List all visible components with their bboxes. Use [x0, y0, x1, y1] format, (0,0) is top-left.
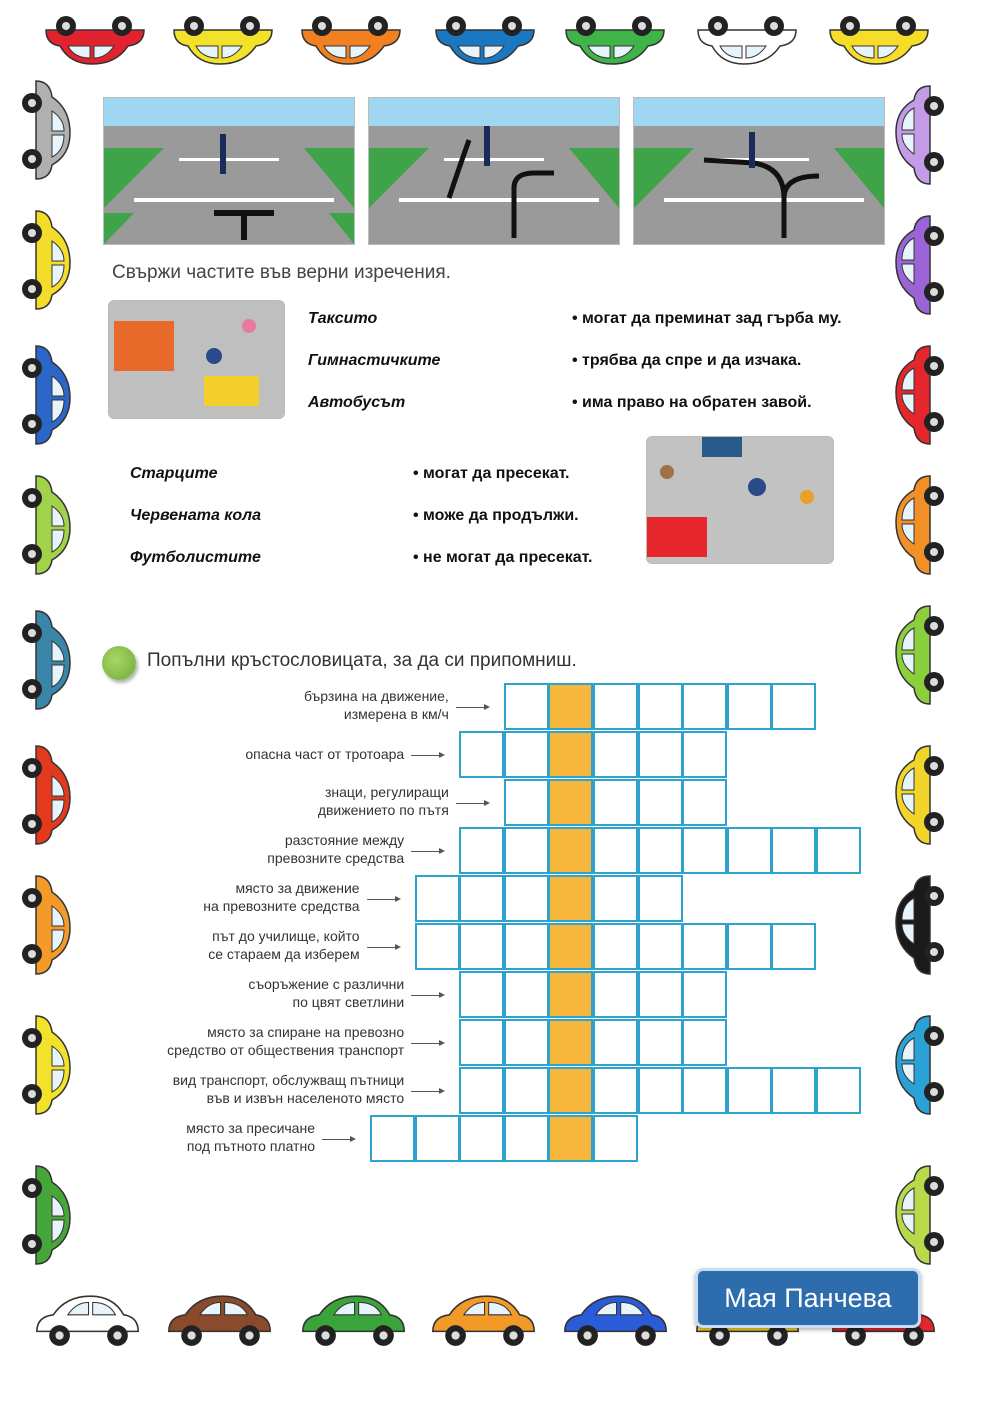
- crossword-cell[interactable]: [682, 1019, 727, 1066]
- car-icon: [18, 740, 76, 850]
- crossword-cell[interactable]: [771, 827, 816, 874]
- crossword-cell[interactable]: [459, 731, 504, 778]
- crossword-key-cell[interactable]: [548, 731, 593, 778]
- crossword-cell[interactable]: [459, 875, 504, 922]
- crossword-cell[interactable]: [727, 683, 772, 730]
- exercise2-instruction: Попълни кръстословицата, за да си припомниш.: [147, 650, 577, 671]
- car-icon: [18, 1160, 76, 1270]
- crossword-cell[interactable]: [638, 1019, 683, 1066]
- crossword-key-cell[interactable]: [548, 1115, 593, 1162]
- crossword-key-cell[interactable]: [548, 779, 593, 826]
- crossword-cell[interactable]: [459, 1067, 504, 1114]
- crossword-cell[interactable]: [682, 779, 727, 826]
- crossword-cell[interactable]: [638, 683, 683, 730]
- crossword-cell[interactable]: [504, 923, 549, 970]
- car-icon: [890, 870, 948, 980]
- crossword-cell[interactable]: [459, 971, 504, 1018]
- policeman-icon: [484, 126, 490, 166]
- crossword-cell[interactable]: [638, 971, 683, 1018]
- part1-subject[interactable]: Автобусът: [308, 394, 406, 411]
- car-icon: [168, 12, 278, 70]
- crossword-cell[interactable]: [638, 875, 683, 922]
- crossword-cell[interactable]: [727, 1067, 772, 1114]
- part1-predicate[interactable]: • могат да преминат зад гърба му.: [572, 310, 842, 327]
- car-icon: [692, 12, 802, 70]
- arrow-icon: [411, 1043, 443, 1044]
- arrow-icon: [411, 1091, 443, 1092]
- car-icon: [890, 1010, 948, 1120]
- crossword-clue: опасна част от тротоара: [245, 746, 405, 762]
- crossword-cell[interactable]: [504, 779, 549, 826]
- crossword-cell[interactable]: [504, 1019, 549, 1066]
- scene-stop-signal: [103, 97, 355, 245]
- crossword-cell[interactable]: [459, 923, 504, 970]
- crossword-cell[interactable]: [638, 779, 683, 826]
- arrow-icon: [367, 947, 399, 948]
- car-icon: [18, 470, 76, 580]
- crossword-cell[interactable]: [682, 923, 727, 970]
- crossword-cell[interactable]: [593, 923, 638, 970]
- crossword-cell[interactable]: [593, 827, 638, 874]
- crossword-cell[interactable]: [504, 971, 549, 1018]
- crossword-clue: място за спиране на превозно средство от обществения транспорт: [167, 1024, 405, 1058]
- car-icon: [890, 210, 948, 320]
- author-badge: Мая Панчева: [695, 1268, 921, 1328]
- crossword-cell[interactable]: [504, 875, 549, 922]
- car-icon: [560, 12, 670, 70]
- crossword-cell[interactable]: [415, 875, 460, 922]
- crossword-cell[interactable]: [682, 731, 727, 778]
- crossword-cell[interactable]: [504, 683, 549, 730]
- crossword-clue: бързина на движение, измерена в км/ч: [304, 688, 449, 722]
- part2-predicate[interactable]: • може да продължи.: [413, 507, 579, 524]
- crossword-cell[interactable]: [504, 1067, 549, 1114]
- arrow-icon: [456, 803, 488, 804]
- crossword-cell[interactable]: [415, 1115, 460, 1162]
- crossword-cell[interactable]: [593, 971, 638, 1018]
- crossword-cell[interactable]: [459, 1019, 504, 1066]
- car-icon: [890, 80, 948, 190]
- crossword-cell[interactable]: [504, 827, 549, 874]
- arrow-icon: [456, 707, 488, 708]
- crossword-key-cell[interactable]: [548, 971, 593, 1018]
- crossword-cell[interactable]: [816, 1067, 861, 1114]
- car-icon: [18, 1010, 76, 1120]
- part2-subject[interactable]: Старците: [130, 465, 218, 482]
- policeman-icon: [749, 132, 755, 168]
- crossword-cell[interactable]: [638, 827, 683, 874]
- crossword-clue: разстояние между превозните средства: [267, 832, 405, 866]
- crossword-key-cell[interactable]: [548, 827, 593, 874]
- crossword-cell[interactable]: [638, 731, 683, 778]
- crossword-cell[interactable]: [504, 731, 549, 778]
- part2-predicate[interactable]: • могат да пресекат.: [413, 465, 570, 482]
- crossword-cell[interactable]: [638, 1067, 683, 1114]
- car-icon: [430, 12, 540, 70]
- crossword-key-cell[interactable]: [548, 1019, 593, 1066]
- crossword-cell[interactable]: [370, 1115, 415, 1162]
- part1-predicate[interactable]: • трябва да спре и да изчака.: [572, 352, 802, 369]
- crossword-cell[interactable]: [771, 1067, 816, 1114]
- crossword-key-cell[interactable]: [548, 683, 593, 730]
- crossword-cell[interactable]: [816, 827, 861, 874]
- crossword-cell[interactable]: [771, 923, 816, 970]
- car-icon: [558, 1290, 673, 1350]
- car-icon: [162, 1290, 277, 1350]
- bullet-dot: [102, 646, 136, 680]
- scene-side-signal: [368, 97, 620, 245]
- crossword-clue: място за пресичане под пътното платно: [186, 1120, 315, 1154]
- crossword-clue: съоръжение с различни по цвят светлини: [248, 976, 405, 1010]
- arrow-icon: [411, 851, 443, 852]
- crossword-clue: знаци, регулиращи движението по пътя: [317, 784, 449, 818]
- crossword-cell[interactable]: [415, 923, 460, 970]
- crossword-key-cell[interactable]: [548, 923, 593, 970]
- crossword-cell[interactable]: [638, 923, 683, 970]
- crossword-key-cell[interactable]: [548, 1067, 593, 1114]
- car-icon: [40, 12, 150, 70]
- car-icon: [890, 740, 948, 850]
- crossword-key-cell[interactable]: [548, 875, 593, 922]
- car-icon: [18, 205, 76, 315]
- part2-subject[interactable]: Червената кола: [130, 507, 262, 524]
- crossword-cell[interactable]: [682, 1067, 727, 1114]
- crossword-cell[interactable]: [593, 779, 638, 826]
- policeman-icon: [220, 134, 226, 174]
- scene-turn-signal: [633, 97, 885, 245]
- car-icon: [18, 75, 76, 185]
- car-icon: [890, 340, 948, 450]
- car-icon: [426, 1290, 541, 1350]
- part1-subject[interactable]: Гимнастичките: [308, 352, 441, 369]
- crossword-cell[interactable]: [593, 875, 638, 922]
- arrow-icon: [411, 755, 443, 756]
- car-icon: [30, 1290, 145, 1350]
- crossword-cell[interactable]: [771, 683, 816, 730]
- crossword-clue: място за движение на превозните средства: [203, 880, 360, 914]
- part1-predicate[interactable]: • има право на обратен завой.: [572, 394, 812, 411]
- car-icon: [296, 12, 406, 70]
- car-icon: [824, 12, 934, 70]
- car-icon: [890, 470, 948, 580]
- crossword-cell[interactable]: [727, 827, 772, 874]
- car-icon: [18, 340, 76, 450]
- exercise1-instruction: Свържи частите във верни изречения.: [112, 262, 451, 283]
- car-icon: [296, 1290, 411, 1350]
- crossword-cell[interactable]: [593, 1115, 638, 1162]
- car-icon: [890, 600, 948, 710]
- crossword-cell[interactable]: [504, 1115, 549, 1162]
- scene-photo-pedestrians: [646, 436, 834, 564]
- crossword-cell[interactable]: [593, 1067, 638, 1114]
- crossword-clue: път до училище, който се стараем да изберем: [208, 928, 360, 962]
- part1-subject[interactable]: Таксито: [308, 310, 378, 327]
- scene-photo-bus-taxi: [108, 300, 285, 419]
- part2-subject[interactable]: Футболистите: [130, 549, 261, 566]
- crossword-cell[interactable]: [682, 827, 727, 874]
- crossword-cell[interactable]: [593, 1019, 638, 1066]
- arrow-icon: [411, 995, 443, 996]
- car-icon: [890, 1160, 948, 1270]
- crossword-cell[interactable]: [459, 827, 504, 874]
- crossword-clue: вид транспорт, обслужващ пътници във и извън населеното място: [172, 1072, 405, 1106]
- crossword-cell[interactable]: [593, 683, 638, 730]
- arrow-icon: [367, 899, 399, 900]
- part2-predicate[interactable]: • не могат да пресекат.: [413, 549, 593, 566]
- crossword-cell[interactable]: [459, 1115, 504, 1162]
- arrow-icon: [322, 1139, 354, 1140]
- crossword-cell[interactable]: [727, 923, 772, 970]
- crossword-cell[interactable]: [682, 683, 727, 730]
- crossword-cell[interactable]: [682, 971, 727, 1018]
- crossword-cell[interactable]: [593, 731, 638, 778]
- car-icon: [18, 605, 76, 715]
